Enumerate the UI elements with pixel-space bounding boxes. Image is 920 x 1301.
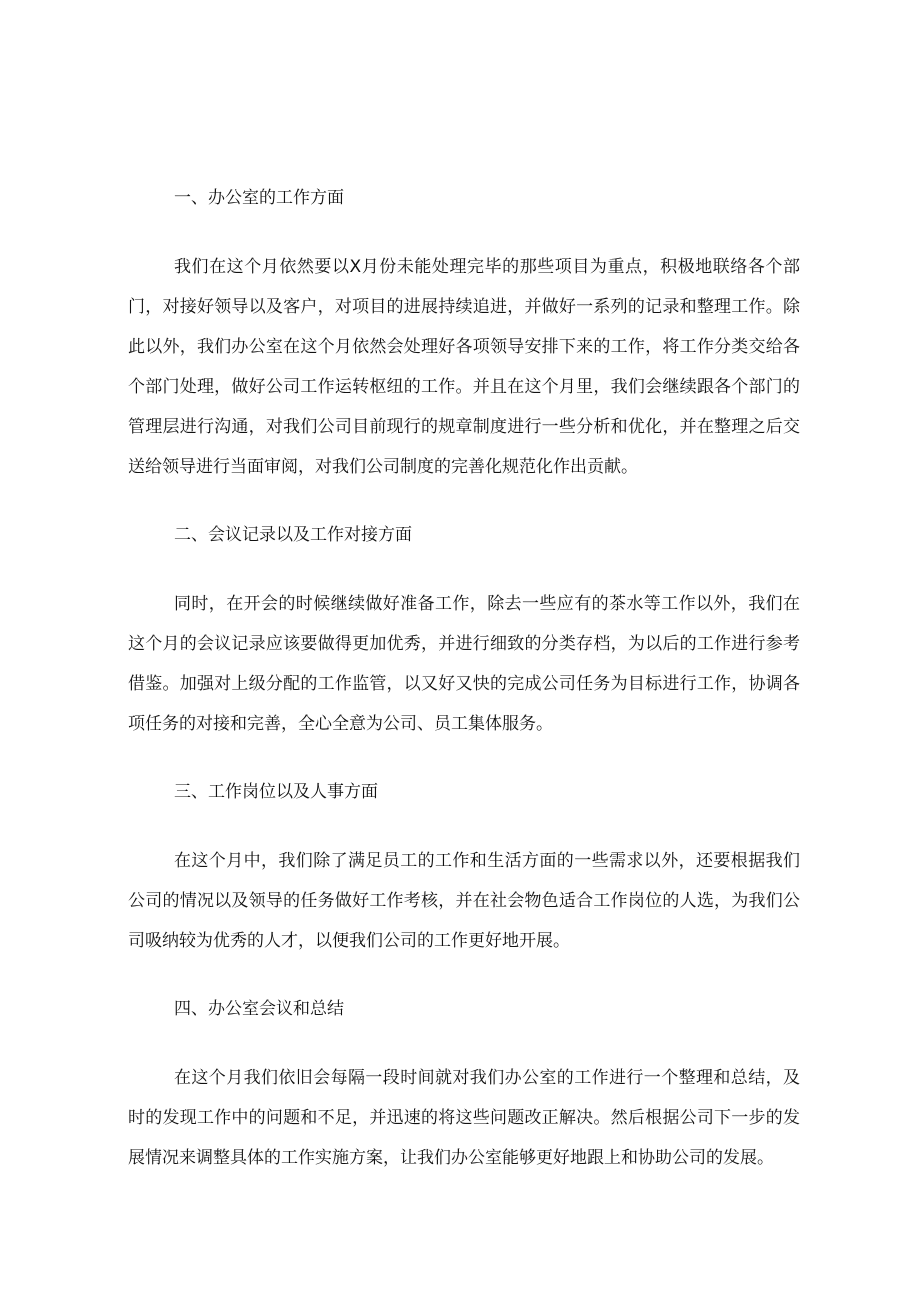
- section-heading-1: 一、办公室的工作方面: [174, 188, 344, 208]
- section-paragraph-4: 在这个月我们依旧会每隔一段时间就对我们办公室的工作进行一个整理和总结，及时的发现工作中的问题和不足，并迅速的将这些问题改正解决。然后根据公司下一步的发展情况来调整具体的工作实施方案，让我们办公室能够更好地跟上和协助公司的发展。: [128, 1068, 800, 1168]
- section-paragraph-1: 我们在这个月依然要以X月份未能处理完毕的那些项目为重点，积极地联络各个部门，对接好领导以及客户，对项目的进展持续追进，并做好一系列的记录和整理工作。除此以外，我们办公室在这个月依然会处理好各项领导安排下来的工作，将工作分类交给各个部门处理，做好公司工作运转枢纽的工作。并且在这个月里，我们会继续跟各个部门的管理层进行沟通，对我们公司目前现行的规章制度进行一些分析和优化，并在整理之后交送给领导进行当面审阅，对我们公司制度的完善化规范化作出贡献。: [128, 257, 800, 477]
- section-heading-3: 三、工作岗位以及人事方面: [174, 782, 378, 802]
- document-body: [128, 178, 800, 1178]
- section-paragraph-2: 同时，在开会的时候继续做好准备工作，除去一些应有的茶水等工作以外，我们在这个月的会议记录应该要做得更加优秀，并进行细致的分类存档，为以后的工作进行参考借鉴。加强对上级分配的工作监管，以又好又快的完成公司任务为目标进行工作，协调各项任务的对接和完善，全心全意为公司、员工集体服务。: [128, 594, 800, 734]
- section-paragraph-3: 在这个月中，我们除了满足员工的工作和生活方面的一些需求以外，还要根据我们公司的情况以及领导的任务做好工作考核，并在社会物色适合工作岗位的人选，为我们公司吸纳较为优秀的人才，以便我们公司的工作更好地开展。: [128, 851, 800, 951]
- section-heading-2: 二、会议记录以及工作对接方面: [174, 525, 412, 545]
- section-heading-4: 四、办公室会议和总结: [174, 999, 344, 1019]
